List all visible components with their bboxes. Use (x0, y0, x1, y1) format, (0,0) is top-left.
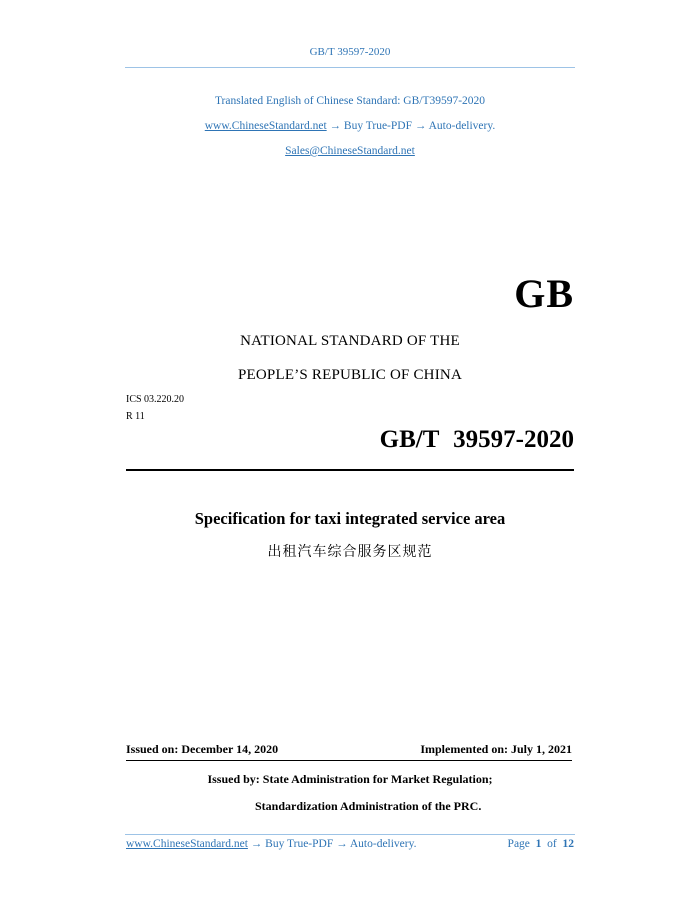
email-line (0, 145, 700, 157)
auto-delivery-text: Auto-delivery. (428, 120, 496, 132)
document-title-english: Specification for taxi integrated service area (194, 509, 506, 528)
buy-pdf-text: Buy True-PDF (343, 120, 412, 132)
arrow-right-icon: → (250, 838, 263, 850)
document-title-chinese: 出租汽车综合服务区规范 (267, 544, 433, 560)
gb-logo-mark: GB (514, 271, 574, 316)
page-indicator (508, 838, 574, 850)
footer-links (126, 838, 417, 850)
page-total: 12 (562, 838, 574, 850)
page-of-label: of (547, 838, 557, 850)
classification-code: R 11 (126, 411, 145, 422)
implemented-on-date: Implemented on: July 1, 2021 (420, 742, 572, 756)
arrow-right-icon: → (414, 120, 427, 132)
standard-number: GB/T 39597-2020 (379, 426, 574, 453)
footer-auto-delivery-text: Auto-delivery. (349, 838, 417, 850)
promo-links-line (0, 120, 700, 132)
issuing-authority-1: Issued by: State Administration for Market Regulation; (207, 772, 493, 786)
title-divider (126, 469, 574, 471)
page-current: 1 (535, 838, 542, 850)
national-standard-line1: NATIONAL STANDARD OF THE (240, 333, 460, 349)
footer-divider (125, 834, 575, 835)
footer-buy-pdf-text: Buy True-PDF (265, 838, 334, 850)
sales-email-link[interactable]: Sales@ChineseStandard.net (285, 145, 415, 157)
arrow-right-icon: → (329, 120, 342, 132)
running-header: GB/T 39597-2020 (309, 46, 391, 58)
national-standard-line2: PEOPLE’S REPUBLIC OF CHINA (238, 367, 462, 383)
ics-code: ICS 03.220.20 (126, 394, 185, 405)
page-label: Page (507, 838, 530, 850)
header-divider (125, 67, 575, 68)
arrow-right-icon: → (336, 838, 348, 850)
issue-divider (126, 760, 572, 761)
issued-on-date: Issued on: December 14, 2020 (126, 742, 279, 756)
translation-notice: Translated English of Chinese Standard: GB/T39597-2020 (214, 95, 486, 107)
issuing-authority-2: Standardization Administration of the PRC. (255, 799, 482, 813)
footer-website-link[interactable]: www.ChineseStandard.net (126, 838, 248, 850)
website-link[interactable]: www.ChineseStandard.net (204, 120, 327, 132)
